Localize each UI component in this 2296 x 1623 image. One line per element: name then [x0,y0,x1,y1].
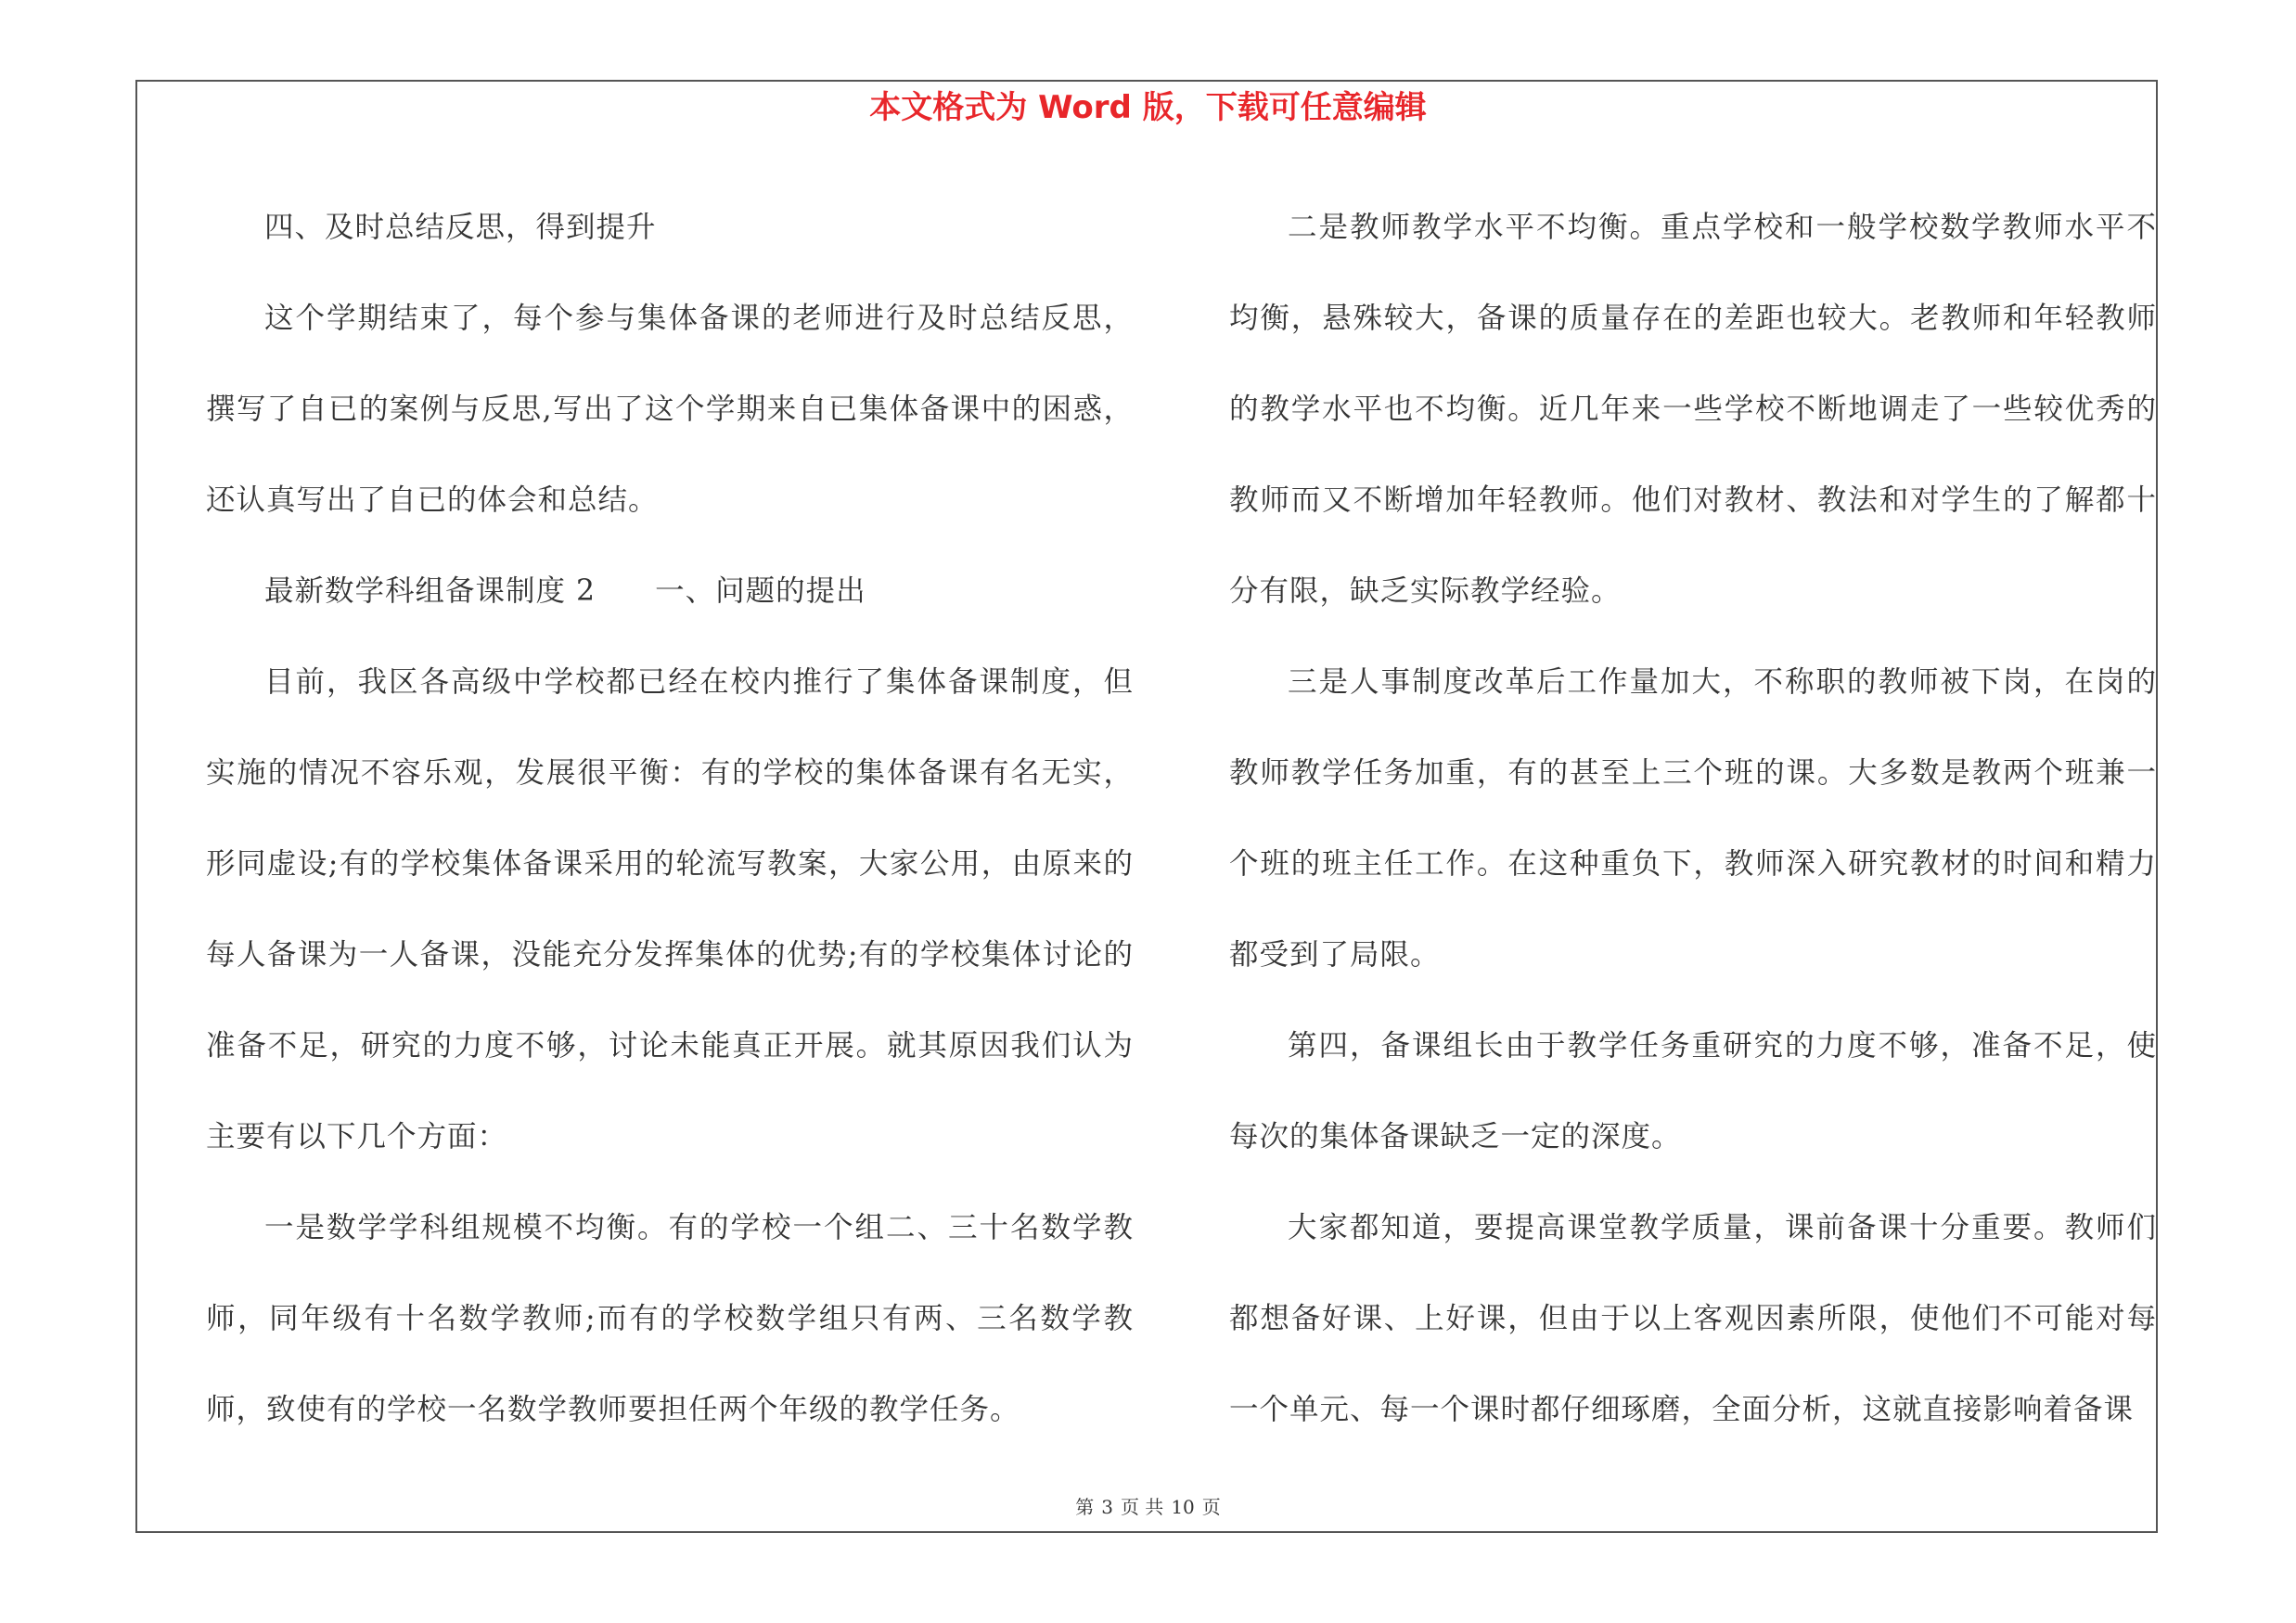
page-prefix: 第 [1075,1496,1095,1518]
right-column [1229,182,2157,1455]
heading-four: 四、及时总结反思，得到提升 [264,211,657,244]
paragraph-current-state: 目前，我区各高级中学校都已经在校内推行了集体备课制度，但实施的情况不容乐观，发展很平衡：有的学校的集体备课有名无实，形同虚设;有的学校集体备课采用的轮流写教案，大家公用，由原来的每人备课为一人备课，没能充分发挥集体的优势;有的学校集体讨论的准备不足，研究的力度不够，讨论未能真正开展。就其原因我们认为主要有以下几个方面： [206,665,1134,1153]
paragraph-reason-one: 一是数学学科组规模不均衡。有的学校一个组二、三十名数学教师，同年级有十名数学教师;而有的学校数学组只有两、三名数学教师，致使有的学校一名数学教师要担任两个年级的教学任务。 [206,1211,1134,1426]
paragraph-summary: 这个学期结束了，每个参与集体备课的老师进行及时总结反思，撰写了自已的案例与反思,写出了这个学期来自已集体备课中的困惑，还认真写出了自已的体会和总结。 [206,302,1134,517]
page-total: 10 [1171,1496,1195,1518]
page-current: 3 [1101,1496,1113,1518]
section-heading [206,546,1134,637]
page-number [0,1494,2296,1520]
paragraph-reason-two: 二是教师教学水平不均衡。重点学校和一般学校数学教师水平不均衡，悬殊较大，备课的质量存在的差距也较大。老教师和年轻教师的教学水平也不均衡。近几年来一些学校不断地调走了一些较优秀的教师而又不断增加年轻教师。他们对教材、教法和对学生的了解都十分有限，缺乏实际教学经验。 [1229,211,2157,608]
paragraph-conclusion: 大家都知道，要提高课堂教学质量，课前备课十分重要。教师们都想备好课、上好课，但由于以上客观因素所限，使他们不可能对每一个单元、每一个课时都仔细琢磨，全面分析，这就直接影响着备课 [1229,1211,2157,1426]
paragraph-reason-three: 三是人事制度改革后工作量加大，不称职的教师被下岗，在岗的教师教学任务加重，有的甚至上三个班的课。大多数是教两个班兼一个班的班主任工作。在这种重负下，教师深入研究教材的时间和精力都受到了局限。 [1229,665,2157,972]
page-suffix: 页 [1201,1496,1221,1518]
page-mid: 页 共 [1120,1496,1164,1518]
word-format-notice: 本文格式为 Word 版，下载可任意编辑 [869,89,1427,126]
paragraph-reason-four: 第四，备课组长由于教学任务重研究的力度不够，准备不足，使每次的集体备课缺乏一定的深度。 [1229,1029,2157,1153]
section-subtitle: 一、问题的提出 [655,574,866,608]
section-title: 最新数学科组备课制度 2 [264,574,596,608]
left-column [206,182,1134,1455]
